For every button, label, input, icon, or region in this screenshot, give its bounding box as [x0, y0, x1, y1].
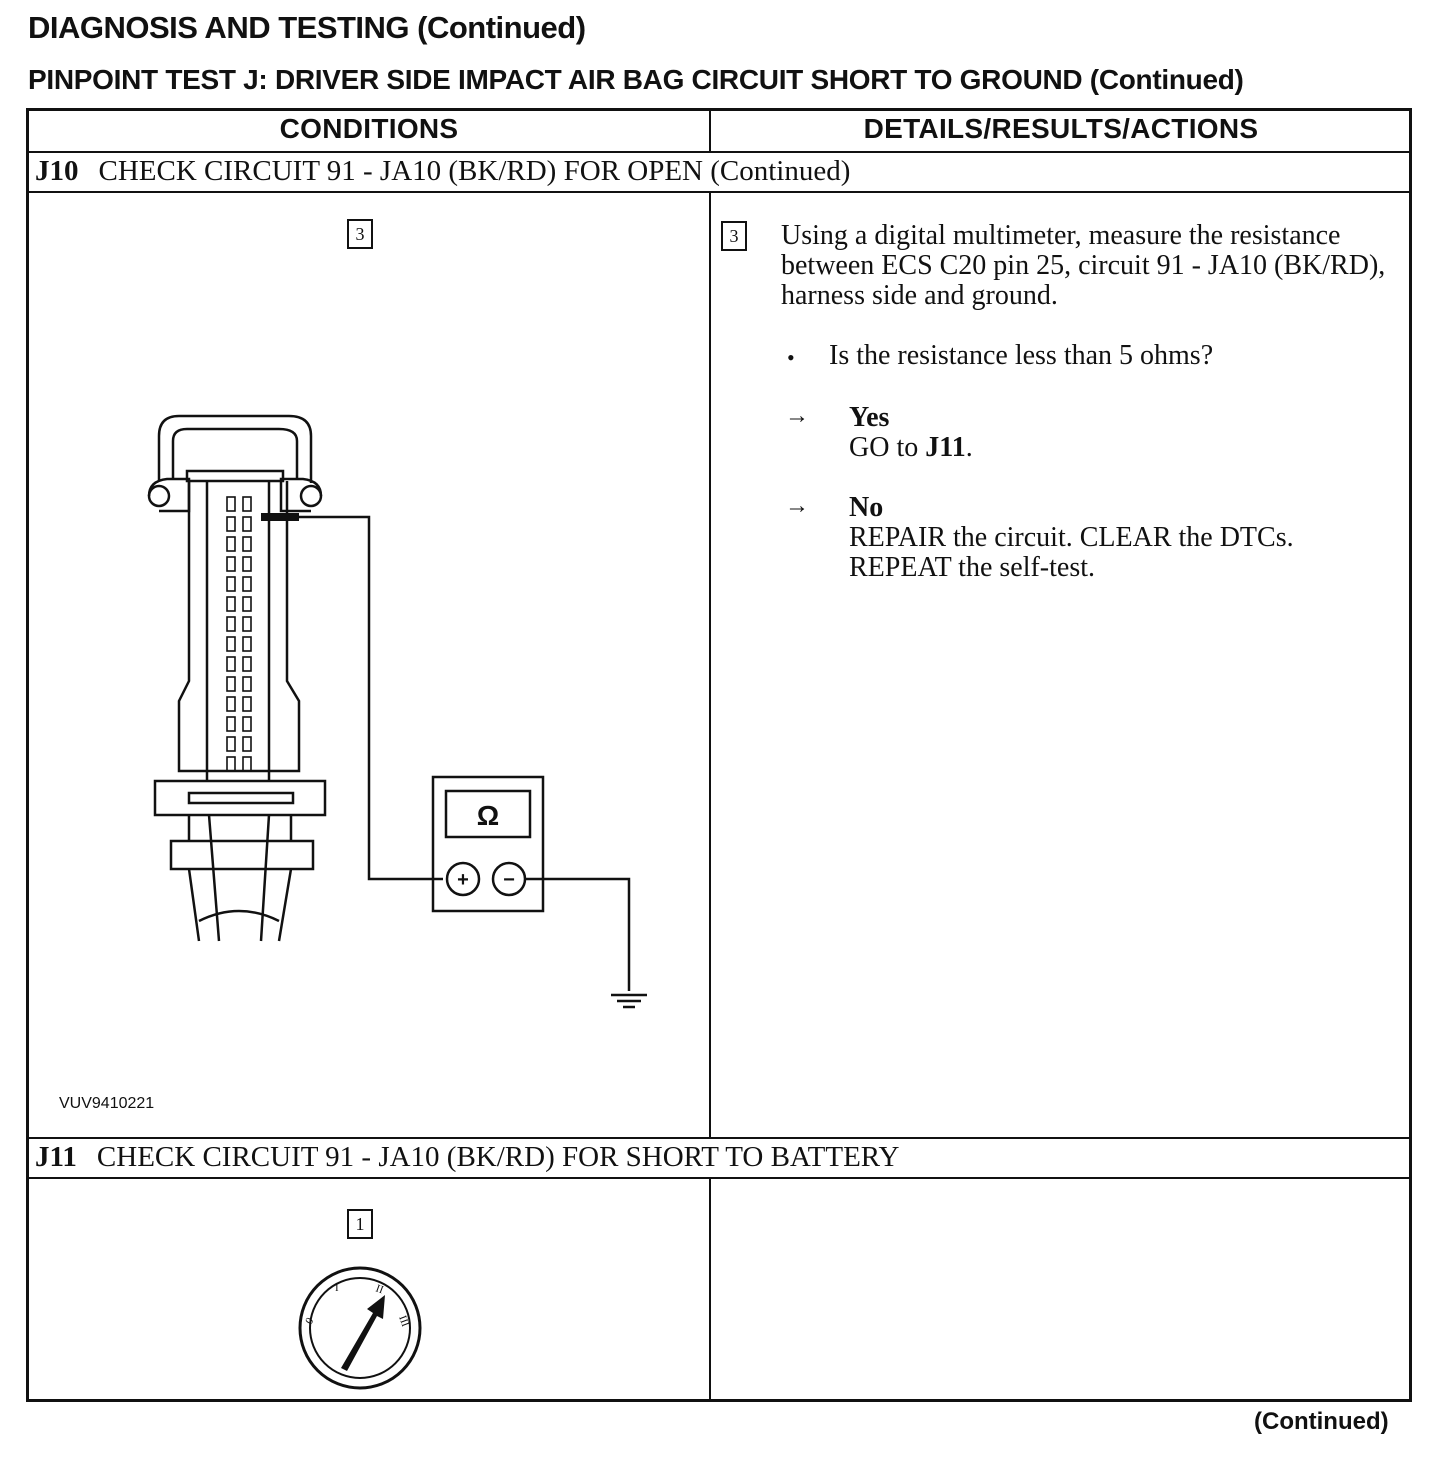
pin-cavity — [243, 497, 251, 511]
pin-cavity — [227, 577, 235, 591]
pin-cavity — [243, 757, 251, 771]
pin-cavity — [243, 537, 251, 551]
bullet-icon: • — [787, 345, 795, 370]
column-divider-j11 — [709, 1177, 711, 1401]
row-divider — [29, 1137, 1409, 1139]
step-id: J10 — [35, 155, 79, 187]
substep-box: 3 — [347, 219, 373, 249]
connector-pin-cavities — [227, 497, 251, 771]
pin-cavity — [227, 757, 235, 771]
ignition-pointer — [341, 1295, 385, 1371]
svg-text:−: − — [503, 869, 515, 891]
pin-cavity — [227, 637, 235, 651]
result-answer: No — [849, 492, 884, 523]
ignition-switch-icon — [295, 1263, 425, 1393]
row-divider — [29, 191, 1409, 193]
pinpoint-test-title — [28, 64, 1244, 96]
pin-cavity — [227, 557, 235, 571]
digital-multimeter — [433, 777, 543, 911]
result-action-line: REPAIR the circuit. CLEAR the DTCs. — [849, 522, 1294, 553]
arrow-right-icon: → — [785, 493, 809, 519]
pin-cavity — [227, 677, 235, 691]
ground-icon — [611, 995, 647, 1007]
pin-cavity — [243, 597, 251, 611]
test-title-prefix: PINPOINT TEST J: — [28, 64, 268, 95]
section-title: DIAGNOSIS AND TESTING (Continued) — [28, 10, 586, 45]
pin-cavity — [227, 697, 235, 711]
result-action-line: REPEAT the self-test. — [849, 552, 1096, 583]
connector-c20-drawing — [149, 416, 325, 941]
ohm-symbol: Ω — [476, 800, 500, 831]
ignition-position-label: I — [335, 1282, 339, 1294]
svg-text:+: + — [457, 869, 469, 891]
pin-cavity — [227, 497, 235, 511]
pin-cavity — [227, 537, 235, 551]
pin-cavity — [243, 637, 251, 651]
test-probe-pin-25 — [261, 513, 299, 521]
pin-cavity — [243, 697, 251, 711]
ignition-position-label: 0 — [303, 1315, 317, 1327]
substep-box: 1 — [347, 1209, 373, 1239]
ignition-position-label: III — [396, 1313, 412, 1329]
pin-cavity — [227, 597, 235, 611]
column-header-details: DETAILS/RESULTS/ACTIONS — [863, 113, 1259, 144]
column-header-conditions: CONDITIONS — [279, 113, 459, 144]
result-answer: Yes — [849, 402, 890, 433]
pin-cavity — [227, 617, 235, 631]
pin-cavity — [243, 557, 251, 571]
pin-cavity — [243, 517, 251, 531]
pin-cavity — [227, 517, 235, 531]
step-header-j11 — [35, 1141, 899, 1174]
connector-multimeter-diagram — [119, 401, 719, 961]
substep-box: 3 — [721, 221, 747, 251]
step-id: J11 — [35, 1141, 77, 1173]
pin-cavity — [243, 617, 251, 631]
multimeter-leads — [295, 517, 629, 991]
pin-cavity — [243, 677, 251, 691]
result-no — [849, 493, 1294, 583]
result-action-target: J11 — [925, 432, 966, 463]
step-header-j10 — [35, 155, 850, 188]
pin-cavity — [243, 737, 251, 751]
instruction-text: Using a digital multimeter, measure the resistance between ECS C20 pin 25, circuit 91 - JA10 (BK/RD), harness side and ground. — [781, 220, 1386, 311]
step-title: CHECK CIRCUIT 91 - JA10 (BK/RD) FOR SHORT TO BATTERY — [96, 1141, 900, 1173]
question-text: Is the resistance less than 5 ohms? — [829, 340, 1214, 371]
pinpoint-test-table — [26, 108, 1412, 1402]
figure-id: VUV9410221 — [59, 1095, 155, 1112]
arrow-right-icon: → — [785, 403, 809, 429]
pin-cavity — [227, 657, 235, 671]
pin-cavity — [227, 737, 235, 751]
pin-cavity — [243, 717, 251, 731]
continued-footer: (Continued) — [1254, 1408, 1389, 1435]
pin-cavity — [243, 577, 251, 591]
ignition-position-label: II — [373, 1282, 385, 1297]
test-title-body: DRIVER SIDE IMPACT AIR BAG CIRCUIT SHORT TO GROUND (Continued) — [274, 64, 1244, 95]
pin-cavity — [243, 657, 251, 671]
result-action-suffix: . — [965, 432, 973, 463]
pin-cavity — [227, 717, 235, 731]
result-yes — [849, 403, 973, 463]
row-divider — [29, 151, 1409, 153]
row-divider — [29, 1177, 1409, 1179]
step-title: CHECK CIRCUIT 91 - JA10 (BK/RD) FOR OPEN (Continued) — [98, 155, 851, 187]
result-action-prefix: GO to — [849, 432, 926, 463]
